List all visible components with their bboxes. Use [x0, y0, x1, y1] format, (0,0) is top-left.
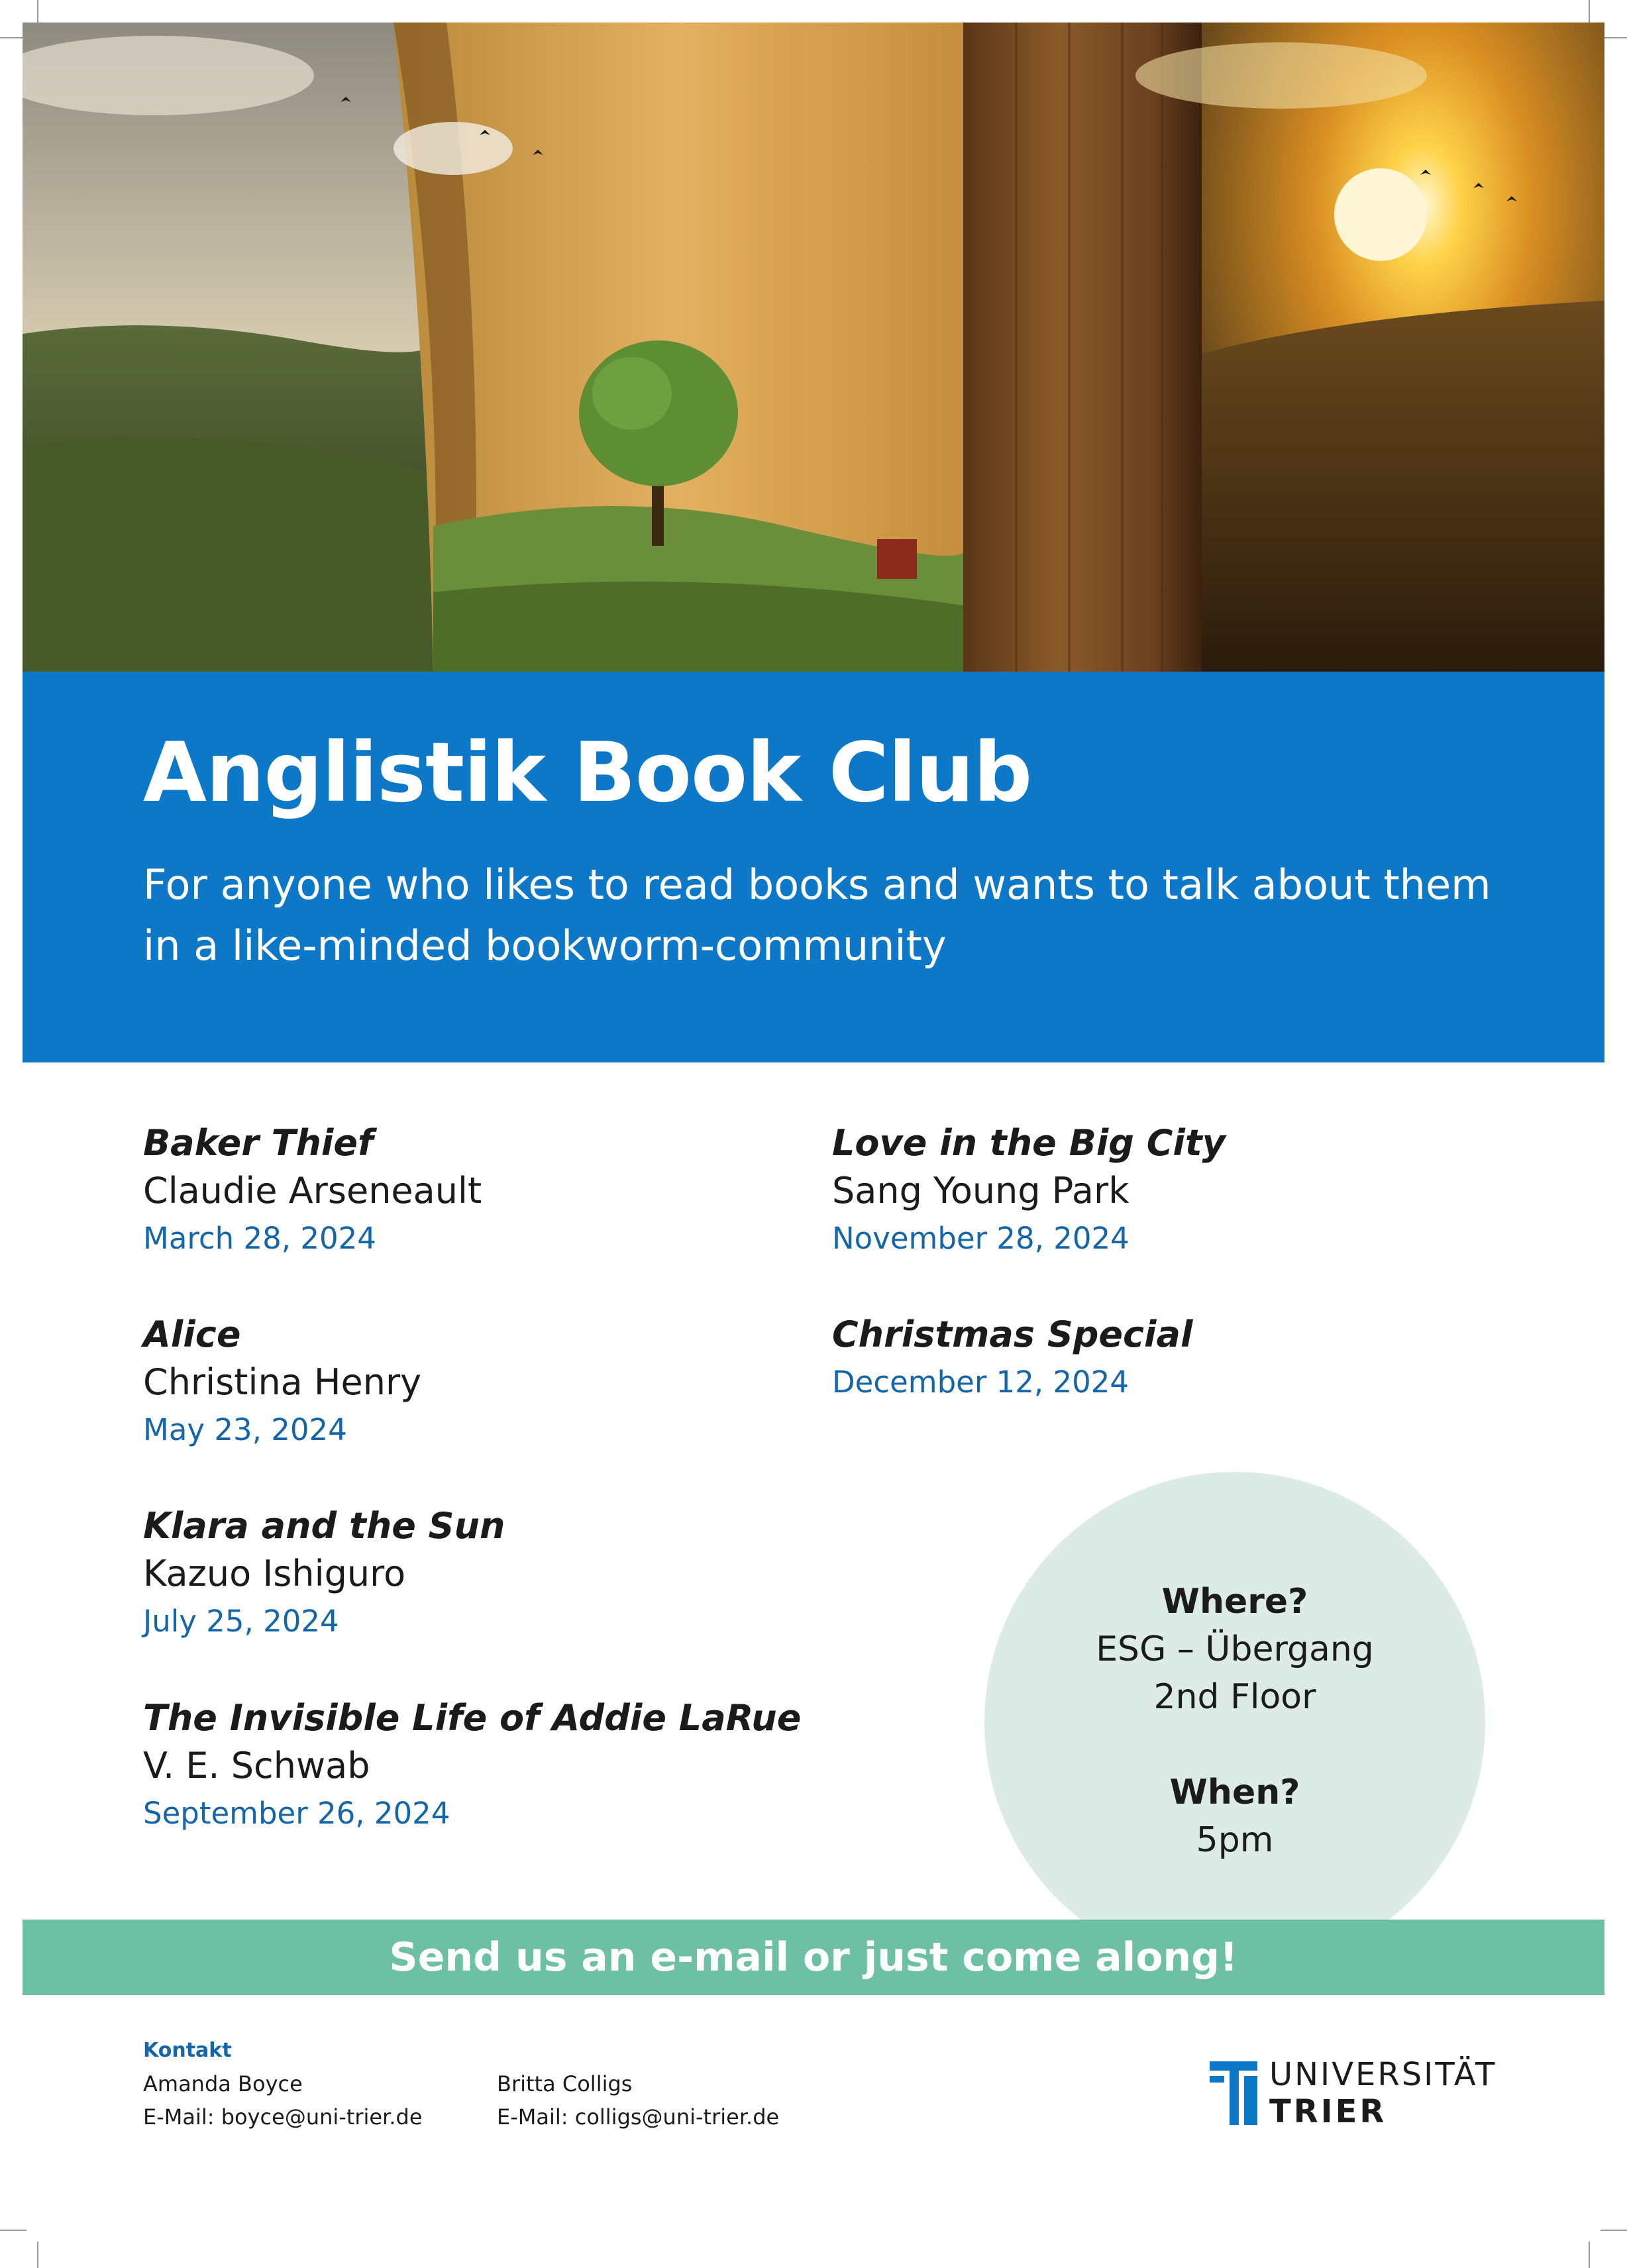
book-item — [832, 1311, 1192, 1406]
book-date: March 28, 2024 — [143, 1221, 376, 1256]
book-date: July 25, 2024 — [143, 1604, 339, 1639]
book-date: December 12, 2024 — [832, 1365, 1129, 1400]
book-author: Christina Henry — [143, 1361, 422, 1403]
book-item — [143, 1694, 801, 1837]
logo-text-line1: UNIVERSITÄT — [1269, 2056, 1497, 2093]
book-author: Kazuo Ishiguro — [143, 1553, 406, 1594]
book-title: Klara and the Sun — [143, 1505, 505, 1547]
contact-person — [143, 2067, 423, 2134]
crop-mark — [37, 2242, 38, 2268]
page-subtitle: For anyone who likes to read books and wants to talk about them in a like-minded bookworm-community — [143, 860, 1491, 970]
book-date: September 26, 2024 — [143, 1796, 450, 1831]
page-title: Anglistik Book Club — [143, 725, 1032, 821]
book-date: November 28, 2024 — [832, 1221, 1129, 1256]
call-to-action-banner: Send us an e-mail or just come along! — [23, 1920, 1604, 1995]
contact-name: Britta Colligs — [497, 2071, 633, 2096]
crop-mark — [0, 2230, 26, 2231]
crop-mark — [1589, 2242, 1590, 2268]
event-info-circle — [984, 1472, 1485, 1973]
book-title: Alice — [143, 1314, 241, 1355]
crop-mark — [1601, 2230, 1627, 2231]
book-author: V. E. Schwab — [143, 1745, 370, 1786]
university-logo-icon — [1210, 2061, 1257, 2125]
book-title: Love in the Big City — [832, 1122, 1226, 1164]
when-label: When? — [1169, 1773, 1300, 1812]
contact-email[interactable]: E-Mail: boyce@uni-trier.de — [143, 2104, 423, 2130]
book-item — [143, 1119, 482, 1263]
book-item — [143, 1311, 421, 1454]
book-item — [143, 1502, 505, 1645]
contact-name: Amanda Boyce — [143, 2071, 303, 2096]
university-logo — [1210, 2056, 1501, 2129]
contact-person — [497, 2067, 779, 2134]
crop-mark — [1601, 37, 1627, 38]
book-date: May 23, 2024 — [143, 1412, 347, 1447]
contact-heading: Kontakt — [143, 2039, 232, 2062]
book-title: Christmas Special — [832, 1314, 1193, 1355]
where-line1: ESG – Übergang — [1096, 1629, 1374, 1669]
book-author: Claudie Arseneault — [143, 1170, 482, 1211]
book-landscape-illustration — [23, 23, 1604, 672]
book-item — [832, 1119, 1226, 1263]
hero-image — [23, 23, 1604, 672]
book-author: Sang Young Park — [832, 1170, 1129, 1211]
spacer — [984, 1721, 1485, 1769]
where-line2: 2nd Floor — [1153, 1677, 1316, 1717]
book-title: Baker Thief — [143, 1122, 374, 1164]
contact-email[interactable]: E-Mail: colligs@uni-trier.de — [497, 2104, 780, 2130]
where-label: Where? — [1161, 1582, 1308, 1622]
logo-text-line2: TRIER — [1269, 2093, 1387, 2130]
when-value: 5pm — [1196, 1820, 1274, 1860]
book-title: The Invisible Life of Addie LaRue — [143, 1697, 802, 1739]
